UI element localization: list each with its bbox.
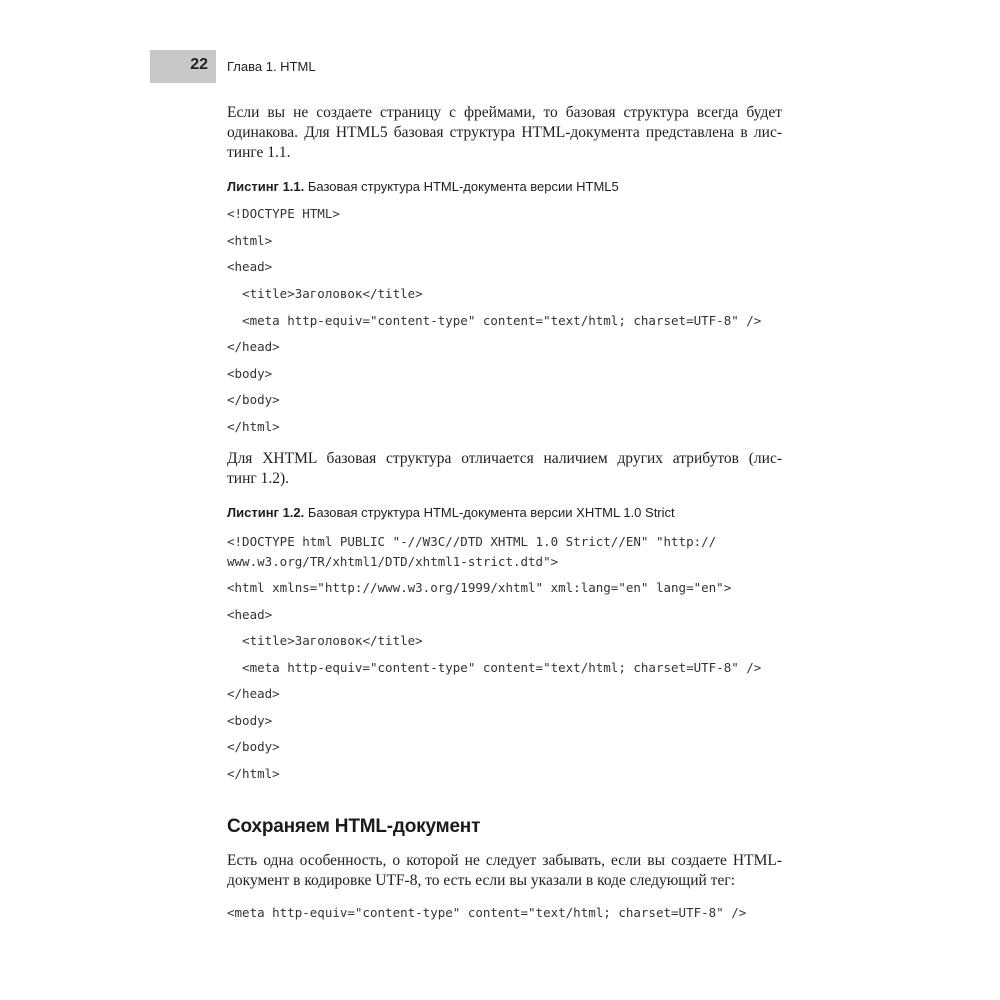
code-line: <head>	[227, 259, 273, 274]
chapter-title: Глава 1. HTML	[227, 59, 316, 74]
section-line-2: документ в кодировке UTF-8, то есть если вы указали в коде следующий тег:	[227, 872, 735, 889]
code-line: <html xmlns="http://www.w3.org/1999/xhtml" xml:lang="en" lang="en">	[227, 580, 732, 595]
code-line: </body>	[227, 739, 280, 754]
code-line: </head>	[227, 686, 280, 701]
xhtml-line-1: Для XHTML базовая структура отличается наличием других атрибутов (лис-	[227, 450, 782, 467]
code-line: <head>	[227, 607, 273, 622]
listing-2-caption	[227, 505, 675, 520]
code-line: </html>	[227, 419, 280, 434]
code-line: www.w3.org/TR/xhtml1/DTD/xhtml1-strict.dtd">	[227, 554, 559, 569]
intro-line-1: Если вы не создаете страницу с фреймами, то базовая структура всегда будет	[227, 104, 782, 121]
page-number: 22	[190, 56, 208, 73]
section-code-line: <meta http-equiv="content-type" content="text/html; charset=UTF-8" />	[227, 905, 747, 920]
code-line: <body>	[227, 366, 273, 381]
intro-line-3: тинге 1.1.	[227, 144, 291, 161]
listing-1-caption	[227, 179, 619, 194]
listing-1-caption-text: Базовая структура HTML-документа версии HTML5	[304, 179, 619, 194]
code-line: <body>	[227, 713, 273, 728]
listing-2-caption-text: Базовая структура HTML-документа версии XHTML 1.0 Strict	[304, 505, 675, 520]
code-line: <title>Заголовок</title>	[227, 286, 423, 301]
intro-line-2: одинакова. Для HTML5 базовая структура HTML-документа представлена в лис-	[227, 124, 782, 141]
code-line: <meta http-equiv="content-type" content="text/html; charset=UTF-8" />	[227, 660, 762, 675]
code-line: <title>Заголовок</title>	[227, 633, 423, 648]
code-line: <meta http-equiv="content-type" content="text/html; charset=UTF-8" />	[227, 313, 762, 328]
code-line: </body>	[227, 392, 280, 407]
section-paragraph	[227, 851, 782, 891]
page-header	[150, 50, 550, 83]
xhtml-line-2: тинг 1.2).	[227, 470, 290, 487]
code-line: <!DOCTYPE HTML>	[227, 206, 340, 221]
page-number-box	[150, 50, 216, 83]
xhtml-paragraph	[227, 449, 782, 489]
code-line: </head>	[227, 339, 280, 354]
code-line: <!DOCTYPE html PUBLIC "-//W3C//DTD XHTML 1.0 Strict//EN" "http://	[227, 534, 717, 549]
intro-paragraph	[227, 103, 782, 163]
section-title: Сохраняем HTML-документ	[227, 816, 481, 837]
listing-2-caption-label: Листинг 1.2.	[227, 505, 305, 520]
section-line-1: Есть одна особенность, о которой не следует забывать, если вы создаете HTML-	[227, 852, 782, 869]
code-line: <html>	[227, 233, 273, 248]
code-line: </html>	[227, 766, 280, 781]
listing-1-caption-label: Листинг 1.1.	[227, 179, 305, 194]
